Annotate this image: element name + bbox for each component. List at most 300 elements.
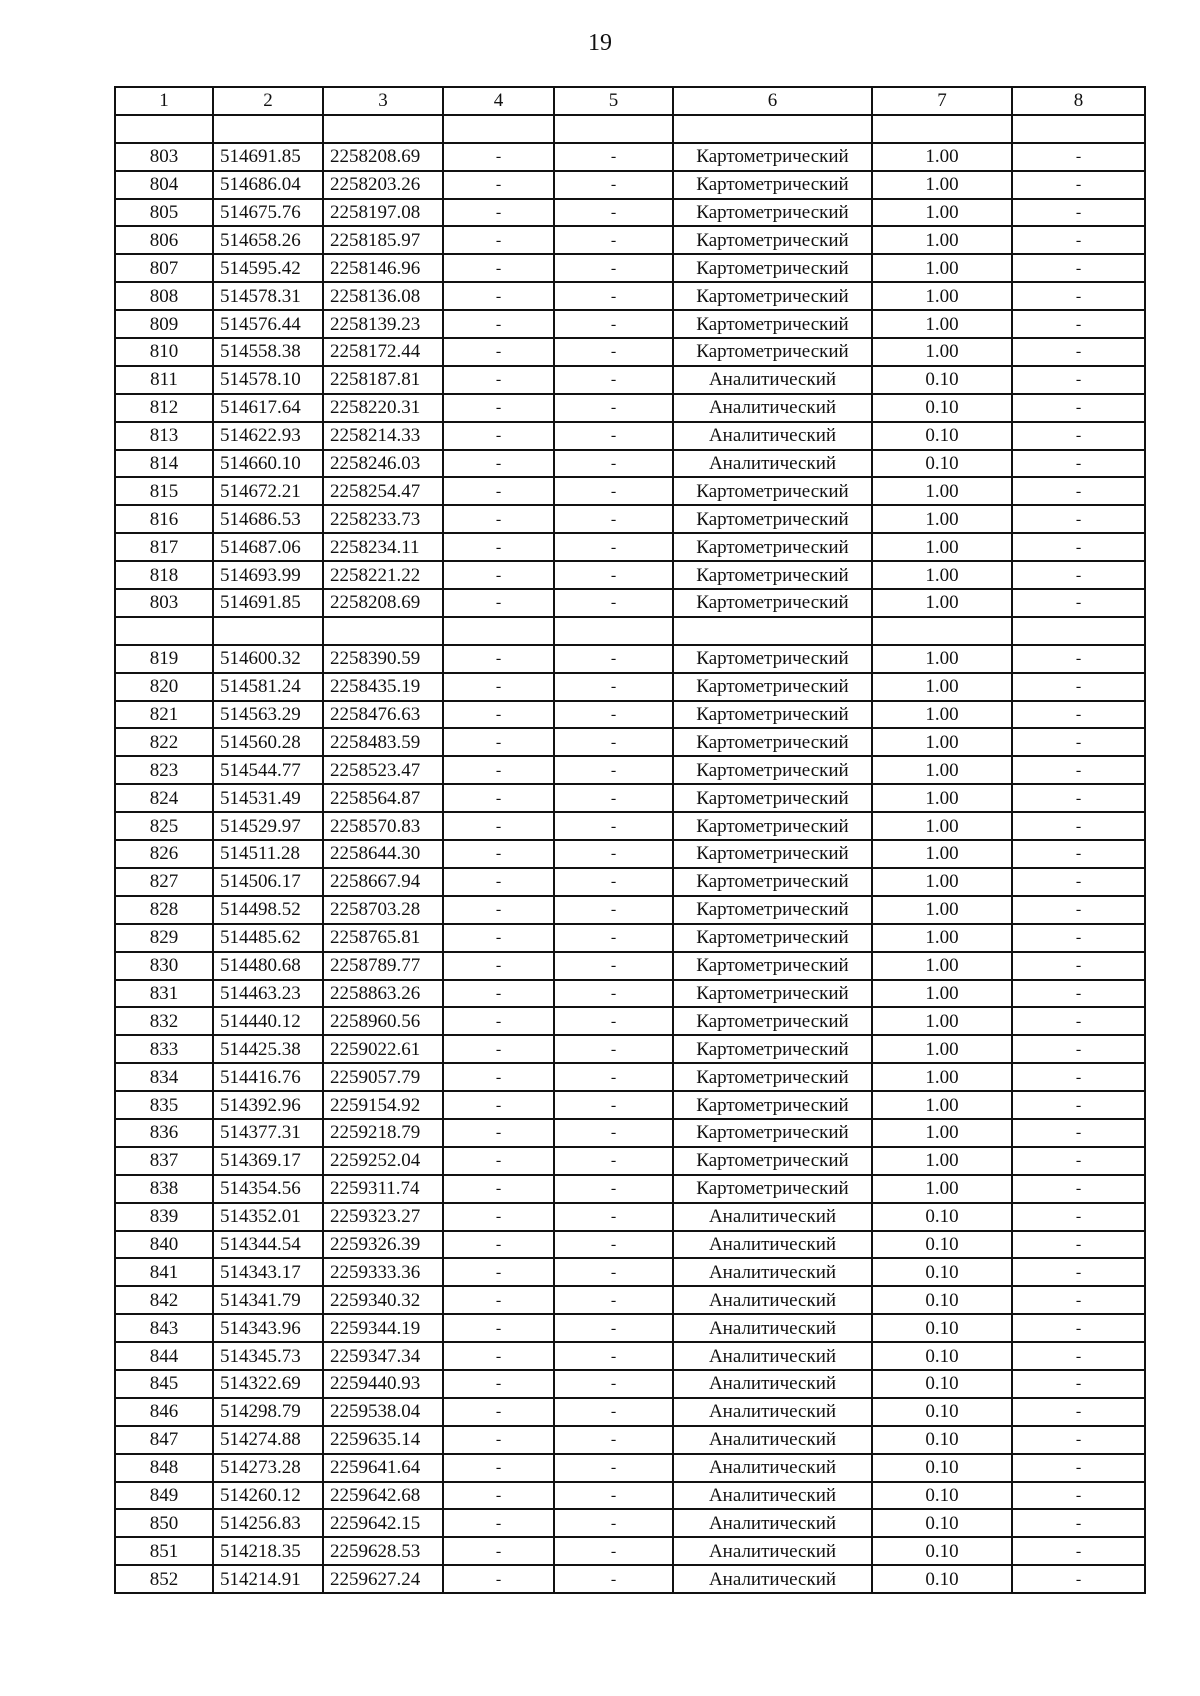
table-cell: - xyxy=(554,980,673,1008)
table-cell: 810 xyxy=(115,338,213,366)
table-row xyxy=(115,1314,1145,1342)
table-row xyxy=(115,756,1145,784)
table-cell: 514691.85 xyxy=(213,589,323,617)
table-cell: 839 xyxy=(115,1203,213,1231)
table-cell: - xyxy=(554,1007,673,1035)
table-row xyxy=(115,143,1145,171)
table-cell: 848 xyxy=(115,1454,213,1482)
table-cell: 842 xyxy=(115,1286,213,1314)
table-cell: 1.00 xyxy=(872,171,1012,199)
table-cell: 817 xyxy=(115,533,213,561)
table-cell: 1.00 xyxy=(872,1063,1012,1091)
table-cell: 1.00 xyxy=(872,784,1012,812)
table-row xyxy=(115,505,1145,533)
table-cell: 2258483.59 xyxy=(323,728,443,756)
table-cell: 845 xyxy=(115,1370,213,1398)
table-cell xyxy=(213,115,323,143)
table-cell: 0.10 xyxy=(872,1426,1012,1454)
table-cell: Аналитический xyxy=(673,1258,872,1286)
table-cell: 843 xyxy=(115,1314,213,1342)
table-cell: 2259252.04 xyxy=(323,1147,443,1175)
page-number: 19 xyxy=(588,30,612,56)
table-cell xyxy=(872,617,1012,645)
table-cell: 1.00 xyxy=(872,310,1012,338)
table-cell: - xyxy=(443,561,554,589)
table-cell: 2259347.34 xyxy=(323,1342,443,1370)
table-cell: - xyxy=(1012,282,1145,310)
table-cell: 816 xyxy=(115,505,213,533)
table-cell: - xyxy=(1012,226,1145,254)
table-cell: 514344.54 xyxy=(213,1231,323,1259)
table-cell: - xyxy=(443,784,554,812)
table-cell: - xyxy=(443,1258,554,1286)
table-cell: - xyxy=(443,812,554,840)
table-cell: - xyxy=(443,1007,554,1035)
table-row xyxy=(115,282,1145,310)
table-cell: 1.00 xyxy=(872,840,1012,868)
table-cell: - xyxy=(1012,143,1145,171)
table-cell: 2259057.79 xyxy=(323,1063,443,1091)
table-cell: 514600.32 xyxy=(213,645,323,673)
table-row xyxy=(115,980,1145,1008)
table-cell: 813 xyxy=(115,422,213,450)
table-cell: 2259218.79 xyxy=(323,1119,443,1147)
table-cell: - xyxy=(1012,533,1145,561)
table-cell: - xyxy=(443,477,554,505)
table-cell: 2259311.74 xyxy=(323,1175,443,1203)
table-row xyxy=(115,477,1145,505)
column-header: 1 xyxy=(115,87,213,115)
table-cell: - xyxy=(1012,477,1145,505)
table-cell: 2258208.69 xyxy=(323,589,443,617)
table-cell: 1.00 xyxy=(872,924,1012,952)
table-cell: - xyxy=(554,1203,673,1231)
table-cell: 0.10 xyxy=(872,1565,1012,1593)
table-cell: 0.10 xyxy=(872,450,1012,478)
table-cell: - xyxy=(554,561,673,589)
table-cell: - xyxy=(443,645,554,673)
table-row xyxy=(115,1537,1145,1565)
table-cell: Картометрический xyxy=(673,199,872,227)
table-cell: - xyxy=(554,952,673,980)
table-cell: 1.00 xyxy=(872,980,1012,1008)
table-cell: - xyxy=(554,896,673,924)
table-row xyxy=(115,1342,1145,1370)
table-cell: - xyxy=(1012,868,1145,896)
table-row xyxy=(115,952,1145,980)
table-cell: 2258667.94 xyxy=(323,868,443,896)
table-cell: - xyxy=(554,310,673,338)
table-cell: - xyxy=(554,728,673,756)
table-row xyxy=(115,924,1145,952)
table-cell: 514485.62 xyxy=(213,924,323,952)
table-cell: 806 xyxy=(115,226,213,254)
table-cell: - xyxy=(1012,589,1145,617)
table-cell: 838 xyxy=(115,1175,213,1203)
table-cell: - xyxy=(554,226,673,254)
column-header: 3 xyxy=(323,87,443,115)
table-cell: - xyxy=(443,840,554,868)
table-row xyxy=(115,1258,1145,1286)
table-cell: - xyxy=(1012,673,1145,701)
table-cell: Аналитический xyxy=(673,1203,872,1231)
table-cell: 822 xyxy=(115,728,213,756)
table-cell: - xyxy=(443,1398,554,1426)
table-cell: 514506.17 xyxy=(213,868,323,896)
table-cell: - xyxy=(554,1398,673,1426)
table-cell: 1.00 xyxy=(872,589,1012,617)
table-cell: 818 xyxy=(115,561,213,589)
column-header: 8 xyxy=(1012,87,1145,115)
table-cell: 514416.76 xyxy=(213,1063,323,1091)
table-row xyxy=(115,1007,1145,1035)
table-cell: 514273.28 xyxy=(213,1454,323,1482)
table-cell: 2259344.19 xyxy=(323,1314,443,1342)
table-row xyxy=(115,1482,1145,1510)
table-cell: Аналитический xyxy=(673,1426,872,1454)
table-cell: Картометрический xyxy=(673,980,872,1008)
table-cell: - xyxy=(554,282,673,310)
table-cell: 811 xyxy=(115,366,213,394)
table-row xyxy=(115,728,1145,756)
table-cell: 2259642.15 xyxy=(323,1509,443,1537)
table-cell: 832 xyxy=(115,1007,213,1035)
table-cell: 514560.28 xyxy=(213,728,323,756)
table-cell: - xyxy=(1012,1203,1145,1231)
table-cell: - xyxy=(1012,310,1145,338)
table-cell: - xyxy=(554,812,673,840)
table-cell: 514352.01 xyxy=(213,1203,323,1231)
table-cell: 0.10 xyxy=(872,1537,1012,1565)
table-cell: - xyxy=(554,171,673,199)
table-cell: - xyxy=(1012,1398,1145,1426)
table-cell: Картометрический xyxy=(673,1147,872,1175)
column-header: 5 xyxy=(554,87,673,115)
table-cell: 835 xyxy=(115,1091,213,1119)
table-cell: Аналитический xyxy=(673,1537,872,1565)
table-cell: 1.00 xyxy=(872,952,1012,980)
table-cell: - xyxy=(554,1454,673,1482)
table-cell: - xyxy=(554,1426,673,1454)
table-cell: - xyxy=(1012,422,1145,450)
table-cell: - xyxy=(443,1203,554,1231)
table-cell: - xyxy=(554,1175,673,1203)
table-cell: - xyxy=(443,701,554,729)
table-cell xyxy=(1012,617,1145,645)
table-cell: 2259154.92 xyxy=(323,1091,443,1119)
table-cell: - xyxy=(554,1147,673,1175)
table-row xyxy=(115,1035,1145,1063)
table-cell: Картометрический xyxy=(673,143,872,171)
table-cell: 1.00 xyxy=(872,254,1012,282)
column-header: 7 xyxy=(872,87,1012,115)
table-row xyxy=(115,1063,1145,1091)
table-cell: 2259022.61 xyxy=(323,1035,443,1063)
table-cell: - xyxy=(443,199,554,227)
table-cell: - xyxy=(1012,254,1145,282)
table-cell: - xyxy=(554,422,673,450)
table-row xyxy=(115,366,1145,394)
table-cell: 846 xyxy=(115,1398,213,1426)
table-cell: 514322.69 xyxy=(213,1370,323,1398)
table-cell: - xyxy=(1012,980,1145,1008)
table-cell: 2258644.30 xyxy=(323,840,443,868)
table-cell: Картометрический xyxy=(673,282,872,310)
table-cell: 825 xyxy=(115,812,213,840)
table-cell: 2258523.47 xyxy=(323,756,443,784)
table-row xyxy=(115,1175,1145,1203)
table-cell: - xyxy=(1012,1454,1145,1482)
table-cell: - xyxy=(443,450,554,478)
table-cell: Аналитический xyxy=(673,1398,872,1426)
table-cell: - xyxy=(1012,450,1145,478)
table-cell: 2258765.81 xyxy=(323,924,443,952)
table-cell: 0.10 xyxy=(872,394,1012,422)
table-cell: 514658.26 xyxy=(213,226,323,254)
table-cell: 514581.24 xyxy=(213,673,323,701)
table-cell: 827 xyxy=(115,868,213,896)
table-cell: 514686.04 xyxy=(213,171,323,199)
table-cell: - xyxy=(1012,171,1145,199)
column-header: 4 xyxy=(443,87,554,115)
table-cell: 2259333.36 xyxy=(323,1258,443,1286)
table-cell: Картометрический xyxy=(673,1063,872,1091)
table-cell: - xyxy=(443,952,554,980)
table-cell: 514274.88 xyxy=(213,1426,323,1454)
table-cell: - xyxy=(443,143,554,171)
table-cell: - xyxy=(1012,756,1145,784)
table-cell: 809 xyxy=(115,310,213,338)
table-cell: Картометрический xyxy=(673,1007,872,1035)
table-cell: 514578.31 xyxy=(213,282,323,310)
table-cell: 834 xyxy=(115,1063,213,1091)
table-cell: 2258234.11 xyxy=(323,533,443,561)
table-cell xyxy=(213,617,323,645)
table-cell: - xyxy=(1012,199,1145,227)
table-cell: 514440.12 xyxy=(213,1007,323,1035)
table-cell: 807 xyxy=(115,254,213,282)
table-cell: Картометрический xyxy=(673,812,872,840)
table-cell: Картометрический xyxy=(673,728,872,756)
table-cell: 815 xyxy=(115,477,213,505)
table-cell: 2258220.31 xyxy=(323,394,443,422)
table-cell: - xyxy=(443,1454,554,1482)
table-row xyxy=(115,1426,1145,1454)
table-cell: - xyxy=(443,1370,554,1398)
table-cell: - xyxy=(443,394,554,422)
table-row xyxy=(115,310,1145,338)
table-cell: - xyxy=(443,589,554,617)
table-cell: Аналитический xyxy=(673,1314,872,1342)
table-cell: - xyxy=(554,645,673,673)
table-cell: 514425.38 xyxy=(213,1035,323,1063)
table-cell: - xyxy=(1012,1231,1145,1259)
table-cell: 2258233.73 xyxy=(323,505,443,533)
table-cell: 514345.73 xyxy=(213,1342,323,1370)
table-cell: Аналитический xyxy=(673,1370,872,1398)
table-cell xyxy=(673,115,872,143)
table-cell: 1.00 xyxy=(872,1035,1012,1063)
table-cell: Аналитический xyxy=(673,1565,872,1593)
table-cell: 2258570.83 xyxy=(323,812,443,840)
table-cell xyxy=(323,115,443,143)
table-cell: 828 xyxy=(115,896,213,924)
table-cell: 1.00 xyxy=(872,1091,1012,1119)
table-cell: 0.10 xyxy=(872,366,1012,394)
table-cell: - xyxy=(443,673,554,701)
table-cell: 514691.85 xyxy=(213,143,323,171)
table-cell: - xyxy=(1012,1007,1145,1035)
table-cell: 1.00 xyxy=(872,701,1012,729)
table-cell: - xyxy=(443,1482,554,1510)
table-row xyxy=(115,1370,1145,1398)
table-cell: - xyxy=(443,254,554,282)
table-cell: - xyxy=(1012,1258,1145,1286)
table-cell: Картометрический xyxy=(673,924,872,952)
table-cell: 1.00 xyxy=(872,1119,1012,1147)
table-row xyxy=(115,171,1145,199)
table-cell: - xyxy=(443,282,554,310)
table-cell: - xyxy=(443,533,554,561)
table-cell: 2258789.77 xyxy=(323,952,443,980)
table-cell: Картометрический xyxy=(673,310,872,338)
table-cell: 837 xyxy=(115,1147,213,1175)
table-cell: - xyxy=(443,980,554,1008)
table-cell: - xyxy=(1012,784,1145,812)
table-cell: 514595.42 xyxy=(213,254,323,282)
table-cell: 829 xyxy=(115,924,213,952)
table-cell: 2258863.26 xyxy=(323,980,443,1008)
table-row xyxy=(115,533,1145,561)
table-row xyxy=(115,784,1145,812)
table-cell: 2258214.33 xyxy=(323,422,443,450)
table-row xyxy=(115,338,1145,366)
table-cell: - xyxy=(554,589,673,617)
table-cell: 2259628.53 xyxy=(323,1537,443,1565)
table-row xyxy=(115,199,1145,227)
table-cell: - xyxy=(554,924,673,952)
table-cell: 1.00 xyxy=(872,868,1012,896)
table-cell: 514531.49 xyxy=(213,784,323,812)
table-cell: Аналитический xyxy=(673,394,872,422)
table-row xyxy=(115,673,1145,701)
table-cell: Картометрический xyxy=(673,645,872,673)
table-cell xyxy=(115,617,213,645)
table-cell: - xyxy=(1012,645,1145,673)
table-cell: - xyxy=(1012,1509,1145,1537)
table-cell: 820 xyxy=(115,673,213,701)
table-cell: 514686.53 xyxy=(213,505,323,533)
table-cell: - xyxy=(443,1537,554,1565)
table-cell: 514675.76 xyxy=(213,199,323,227)
table-cell: - xyxy=(554,1258,673,1286)
table-cell: Аналитический xyxy=(673,1342,872,1370)
table-cell: - xyxy=(554,394,673,422)
table-cell: 849 xyxy=(115,1482,213,1510)
table-cell: - xyxy=(443,756,554,784)
table-row xyxy=(115,115,1145,143)
table-cell: 1.00 xyxy=(872,896,1012,924)
table-cell: 0.10 xyxy=(872,1370,1012,1398)
table-cell: Картометрический xyxy=(673,1091,872,1119)
table-cell xyxy=(323,617,443,645)
table-cell: - xyxy=(443,1231,554,1259)
table-cell: 1.00 xyxy=(872,756,1012,784)
table-cell: 831 xyxy=(115,980,213,1008)
table-cell: - xyxy=(1012,338,1145,366)
table-cell: 2258146.96 xyxy=(323,254,443,282)
table-body xyxy=(115,115,1145,1593)
table-cell: 844 xyxy=(115,1342,213,1370)
table-cell: 836 xyxy=(115,1119,213,1147)
table-cell: Картометрический xyxy=(673,701,872,729)
table-cell: 850 xyxy=(115,1509,213,1537)
table-cell: 2259642.68 xyxy=(323,1482,443,1510)
table-cell: 2258703.28 xyxy=(323,896,443,924)
table-cell: - xyxy=(554,1035,673,1063)
table-cell: 1.00 xyxy=(872,673,1012,701)
table-cell: 2259627.24 xyxy=(323,1565,443,1593)
table-cell: 514578.10 xyxy=(213,366,323,394)
table-cell: Аналитический xyxy=(673,422,872,450)
table-cell: 847 xyxy=(115,1426,213,1454)
table-row xyxy=(115,840,1145,868)
table-cell: 2259538.04 xyxy=(323,1398,443,1426)
table-cell: - xyxy=(554,868,673,896)
table-cell: 514672.21 xyxy=(213,477,323,505)
table-cell: Картометрический xyxy=(673,505,872,533)
table-cell: 514354.56 xyxy=(213,1175,323,1203)
table-cell: Картометрический xyxy=(673,1175,872,1203)
table-cell: Картометрический xyxy=(673,868,872,896)
table-cell: 1.00 xyxy=(872,282,1012,310)
table-cell: 1.00 xyxy=(872,226,1012,254)
table-cell: - xyxy=(554,143,673,171)
table-cell: 2258960.56 xyxy=(323,1007,443,1035)
table-cell: 0.10 xyxy=(872,1482,1012,1510)
table-cell: 2259641.64 xyxy=(323,1454,443,1482)
table-cell: - xyxy=(443,171,554,199)
table-cell: 2258254.47 xyxy=(323,477,443,505)
table-cell: Картометрический xyxy=(673,673,872,701)
table-cell: 805 xyxy=(115,199,213,227)
table-cell: - xyxy=(443,868,554,896)
table-header-row xyxy=(115,87,1145,115)
table-cell: - xyxy=(443,728,554,756)
table-cell: Аналитический xyxy=(673,366,872,394)
table-cell: 1.00 xyxy=(872,477,1012,505)
table-row xyxy=(115,1203,1145,1231)
table-cell: Картометрический xyxy=(673,477,872,505)
table-cell: 1.00 xyxy=(872,505,1012,533)
table-cell: 2259635.14 xyxy=(323,1426,443,1454)
table-row xyxy=(115,617,1145,645)
table-cell: Картометрический xyxy=(673,338,872,366)
table-cell: - xyxy=(1012,812,1145,840)
table-row xyxy=(115,701,1145,729)
table-cell: - xyxy=(554,533,673,561)
table-cell: 0.10 xyxy=(872,1286,1012,1314)
table-cell: 514341.79 xyxy=(213,1286,323,1314)
table-cell: Аналитический xyxy=(673,1231,872,1259)
table-cell: - xyxy=(1012,701,1145,729)
table-cell: 1.00 xyxy=(872,1175,1012,1203)
table-row xyxy=(115,450,1145,478)
table-cell: 2258197.08 xyxy=(323,199,443,227)
table-cell: - xyxy=(1012,1035,1145,1063)
table-cell: 823 xyxy=(115,756,213,784)
table-cell: - xyxy=(554,505,673,533)
